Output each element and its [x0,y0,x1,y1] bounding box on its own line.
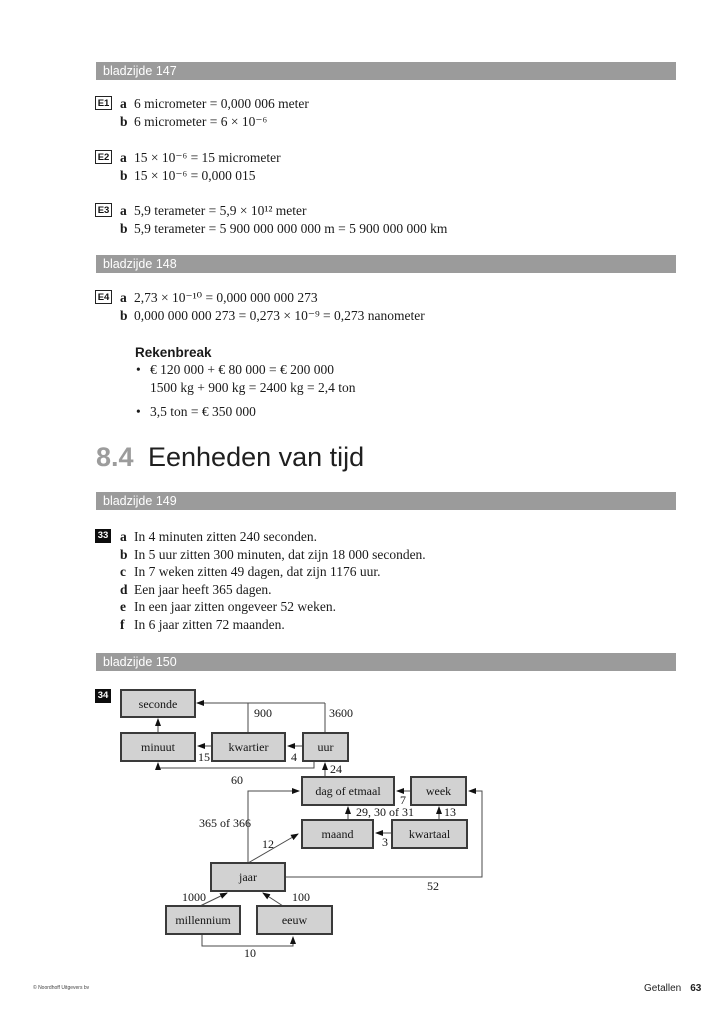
item-text: In 4 minuten zitten 240 seconden. [134,529,317,544]
rekenbreak-text: € 120 000 + € 80 000 = € 200 000 [150,362,334,377]
edge-jaar-to-dag-365 [248,791,299,863]
section-heading [0,442,725,472]
edge-label-15: 15 [198,750,210,764]
footer-page-number: 63 [690,983,702,994]
item-letter: d [120,581,128,597]
time-units-diagram [95,685,493,975]
node-maand: maand [321,827,354,841]
edge-label-13: 13 [444,805,456,819]
item-letter: a [120,290,127,305]
bullet: • [136,404,141,419]
item-text: 5,9 terameter = 5 900 000 000 000 m = 5 900 000 000 km [134,220,448,236]
footer-copyright: © Noordhoff Uitgevers bv [33,985,90,991]
item-text: In een jaar zitten ongeveer 52 weken. [134,599,337,614]
rekenbreak-line-1 [0,362,725,380]
edge-millennium-to-eeuw-10 [202,934,293,946]
item-text: 15 × 10⁻⁶ = 15 micrometer [134,150,281,165]
rekenbreak-line-2 [0,380,725,398]
item-letter: a [120,150,127,165]
item-letter: b [120,113,128,129]
node-kwartaal: kwartaal [408,827,451,841]
exercise-33-line-a [0,529,725,547]
item-letter: f [120,616,125,632]
exercise-e4-marker: E4 [95,290,112,304]
edge-label-24: 24 [330,762,342,776]
exercise-e1-marker: E1 [95,96,112,110]
item-letter: e [120,599,126,614]
section-number: 8.4 [96,442,134,472]
exercise-e1-line-a [0,96,725,114]
edge-label-365-366: 365 of 366 [199,816,251,830]
node-kwartier: kwartier [228,740,269,754]
item-text: In 5 uur zitten 300 minuten, dat zijn 18 000 seconden. [134,546,426,562]
item-letter: b [120,546,128,562]
edge-label-900: 900 [254,706,272,720]
item-letter: a [120,96,127,111]
footer-chapter-name: Getallen [644,983,682,994]
bullet: • [136,362,141,377]
item-text: In 6 jaar zitten 72 maanden. [134,616,285,632]
footer-chapter [644,983,701,994]
edge-label-100: 100 [292,890,310,904]
exercise-e2-line-a [0,150,725,168]
exercise-e2-line-b [0,168,725,186]
exercise-e4-line-a [0,290,725,308]
edge-label-60: 60 [231,773,243,787]
edge-label-4: 4 [291,750,297,764]
node-eeuw: eeuw [281,913,308,927]
item-text: 0,000 000 000 273 = 0,273 × 10⁻⁹ = 0,273 nanometer [134,307,425,323]
edge-label-7: 7 [400,793,406,807]
section-title: Eenheden van tijd [148,442,365,472]
item-letter: b [120,220,128,236]
rekenbreak-text: 3,5 ton = € 350 000 [150,404,256,419]
node-dag: dag of etmaal [315,784,381,798]
edge-label-3: 3 [382,835,388,849]
node-uur: uur [317,740,334,754]
page-bar-148: bladzijde 148 [96,255,676,273]
item-text: 5,9 terameter = 5,9 × 10¹² meter [134,203,307,218]
exercise-e3-line-b [0,221,725,239]
item-text: In 7 weken zitten 49 dagen, dat zijn 1176 uur. [134,564,381,579]
item-letter: b [120,307,128,323]
item-letter: c [120,564,126,579]
exercise-e3-marker: E3 [95,203,112,217]
exercise-e3-line-a [0,203,725,221]
exercise-33-line-f [0,617,725,635]
edge-label-1000: 1000 [182,890,206,904]
exercise-e4-line-b [0,308,725,326]
page-bar-147: bladzijde 147 [96,62,676,80]
item-text: 6 micrometer = 0,000 006 meter [134,96,309,111]
edge-label-12: 12 [262,837,274,851]
page-bar-150: bladzijde 150 [96,653,676,671]
exercise-33-line-e [0,599,725,617]
rekenbreak-text: 1500 kg + 900 kg = 2400 kg = 2,4 ton [150,379,356,395]
exercise-33-marker: 33 [95,529,111,543]
rekenbreak-line-3 [0,404,725,422]
node-seconde: seconde [138,697,178,711]
item-text: 2,73 × 10⁻¹⁰ = 0,000 000 000 273 [134,290,318,305]
page-bar-149: bladzijde 149 [96,492,676,510]
node-week: week [425,784,452,798]
item-letter: a [120,529,127,544]
node-minuut: minuut [140,740,176,754]
edge-eeuw-to-jaar [263,893,283,906]
edge-label-10: 10 [244,946,256,960]
exercise-33-line-c [0,564,725,582]
node-millennium: millennium [175,913,231,927]
exercise-e2-marker: E2 [95,150,112,164]
rekenbreak-title: Rekenbreak [135,345,212,360]
edge-label-52: 52 [427,879,439,893]
node-jaar: jaar [239,870,257,884]
item-letter: a [120,203,127,218]
edge-label-29-30-31: 29, 30 of 31 [356,805,414,819]
exercise-34-marker: 34 [95,689,111,703]
item-letter: b [120,167,128,183]
edge-label-3600: 3600 [329,706,353,720]
item-text: 15 × 10⁻⁶ = 0,000 015 [134,167,256,183]
item-text: 6 micrometer = 6 × 10⁻⁶ [134,113,268,129]
item-text: Een jaar heeft 365 dagen. [134,581,272,597]
exercise-e1-line-b [0,114,725,132]
exercise-33-line-b [0,547,725,565]
exercise-33-line-d [0,582,725,600]
